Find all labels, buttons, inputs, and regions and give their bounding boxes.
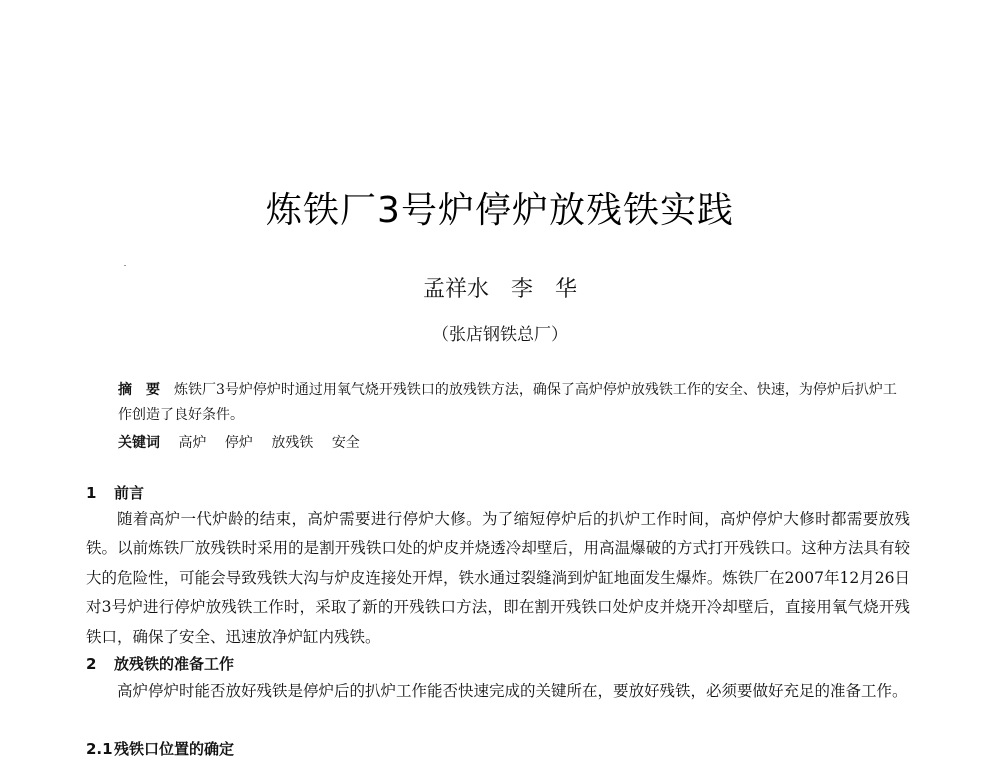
keywords-block: [118, 432, 898, 452]
section-heading-preparation: [86, 653, 234, 674]
keyword: 停炉: [224, 435, 253, 451]
section-title: 放残铁的准备工作: [114, 655, 235, 673]
abstract-block: [118, 378, 898, 428]
section-number: 1: [86, 484, 97, 502]
section-heading-intro: [86, 482, 144, 503]
keyword: 高炉: [178, 435, 207, 451]
paper-authors: 孟祥水 李 华: [422, 277, 577, 302]
body-paragraph: 高炉停炉时能否放好残铁是停炉后的扒炉工作能否快速完成的关键所在，要放好残铁，必须要做好充足的准备工作。: [117, 682, 908, 700]
keyword: 放残铁: [271, 435, 314, 451]
scan-speck: [124, 265, 126, 266]
section-title: 前言: [114, 484, 145, 502]
keyword: 安全: [331, 435, 360, 451]
abstract-label: 摘 要: [118, 382, 160, 398]
abstract-text: 炼铁厂3号炉停炉时通过用氧气烧开残铁口的放残铁方法，确保了高炉停炉放残铁工作的安全、快速，为停炉后扒炉工作创造了良好条件。: [118, 382, 897, 423]
section-title: 残铁口位置的确定: [114, 740, 235, 758]
section-number: 2: [86, 655, 97, 673]
body-paragraph: 随着高炉一代炉龄的结束，高炉需要进行停炉大修。为了缩短停炉后的扒炉工作时间，高炉停炉大修时都需要放残铁。以前炼铁厂放残铁时采用的是割开残铁口处的炉皮并烧透冷却壁后，用高温爆破的方式打开残铁口。这种方法具有较大的危险性，可能会导致残铁大沟与炉皮连接处开焊，铁水通过裂缝淌到炉缸地面发生爆炸。炼铁厂在2007年12月26日对3号炉进行停炉放残铁工作时，采取了新的开残铁口方法，即在割开残铁口处炉皮并烧开冷却壁后，直接用氧气烧开残铁口，确保了安全、迅速放净炉缸内残铁。: [86, 510, 910, 646]
author-affiliation: （张店钢铁总厂）: [432, 325, 568, 345]
keywords-label: 关键词: [118, 435, 160, 451]
subsection-heading-taphole-position: [86, 738, 234, 759]
paper-title: 炼铁厂3号炉停炉放残铁实践: [266, 190, 734, 231]
section-number: 2.1: [86, 740, 113, 758]
